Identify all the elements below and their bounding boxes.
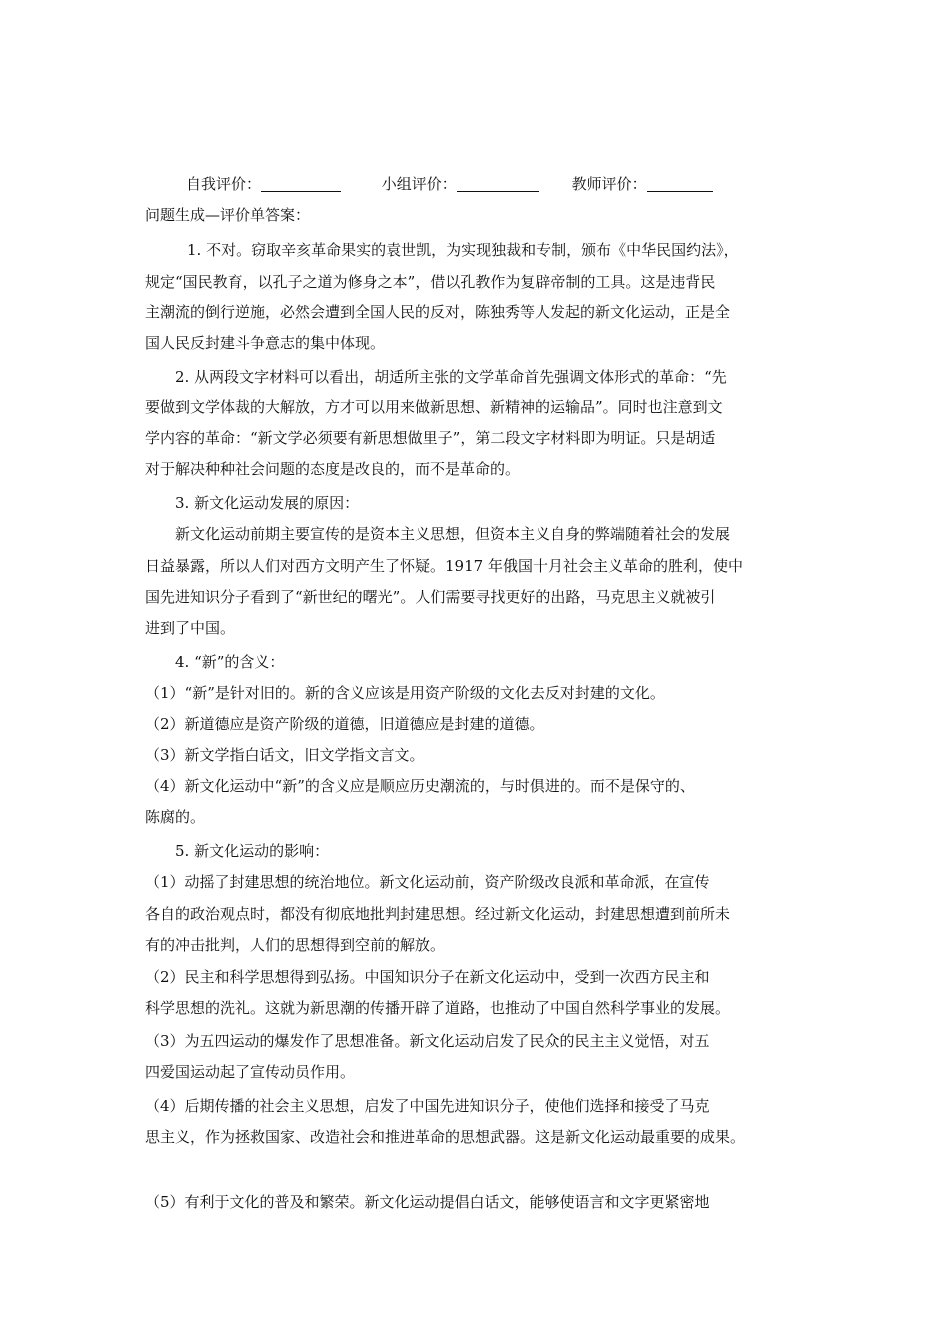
answer-5-item-1-line-1: （1）动摇了封建思想的统治地位。新文化运动前，资产阶级改良派和革命派，在宣传 <box>145 873 710 891</box>
self-evaluation-blank <box>261 177 341 192</box>
answer-4-item-4-cont: 陈腐的。 <box>145 808 206 826</box>
answer-4-item-4: （4）新文化运动中“新”的含义应是顺应历史潮流的，与时俱进的。而不是保守的、 <box>145 777 695 795</box>
answer-1-line-1: 1. 不对。窃取辛亥革命果实的袁世凯，为实现独裁和专制，颁布《中华民国约法》， <box>187 241 739 259</box>
answer-4-item-1: （1）“新”是针对旧的。新的含义应该是用资产阶级的文化去反对封建的文化。 <box>145 684 665 702</box>
answer-2-line-2: 要做到文学体裁的大解放，方才可以用来做新思想、新精神的运输品”。同时也注意到文 <box>145 398 723 416</box>
answer-1-line-2: 规定“国民教育，以孔子之道为修身之本”，借以孔教作为复辟帝制的工具。这是违背民 <box>145 273 716 291</box>
answer-4-item-3: （3）新文学指白话文，旧文学指文言文。 <box>145 746 425 764</box>
answer-3-line-4: 进到了中国。 <box>145 619 236 637</box>
answer-5-item-3-line-2: 四爱国运动起了宣传动员作用。 <box>145 1063 356 1081</box>
answer-4-item-2: （2）新道德应是资产阶级的道德，旧道德应是封建的道德。 <box>145 715 545 733</box>
answer-5-item-1-line-2: 各自的政治观点时，都没有彻底地批判封建思想。经过新文化运动，封建思想遭到前所未 <box>145 905 731 923</box>
answer-2-line-3: 学内容的革命：“新文学必须要有新思想做里子”，第二段文字材料即为明证。只是胡适 <box>145 429 716 447</box>
evaluation-row <box>186 173 713 194</box>
group-evaluation-label: 小组评价： <box>381 175 457 193</box>
group-evaluation-blank <box>457 177 539 192</box>
answer-3-line-2: 日益暴露，所以人们对西方文明产生了怀疑。1917 年俄国十月社会主义革命的胜利，使中 <box>145 557 743 575</box>
answers-heading: 问题生成—评价单答案： <box>145 206 311 224</box>
answer-5-item-2-line-1: （2）民主和科学思想得到弘扬。中国知识分子在新文化运动中，受到一次西方民主和 <box>145 968 710 986</box>
answer-3-line-1: 新文化运动前期主要宣传的是资本主义思想，但资本主义自身的弊端随着社会的发展 <box>175 525 731 543</box>
answer-4-heading: 4. “新”的含义： <box>175 653 285 671</box>
teacher-evaluation-blank <box>647 177 713 192</box>
answer-3-line-3: 国先进知识分子看到了“新世纪的曙光”。人们需要寻找更好的出路，马克思主义就被引 <box>145 588 716 606</box>
answer-1-line-3: 主潮流的倒行逆施，必然会遭到全国人民的反对，陈独秀等人发起的新文化运动，正是全 <box>145 303 731 321</box>
answer-5-item-2-line-2: 科学思想的洗礼。这就为新思潮的传播开辟了道路，也推动了中国自然科学事业的发展。 <box>145 999 731 1017</box>
answer-1-line-4: 国人民反封建斗争意志的集中体现。 <box>145 334 386 352</box>
self-evaluation-label: 自我评价： <box>186 175 262 193</box>
answer-3-heading: 3. 新文化运动发展的原因： <box>175 494 360 512</box>
answer-5-heading: 5. 新文化运动的影响： <box>175 842 330 860</box>
answer-2-line-4: 对于解决种种社会问题的态度是改良的，而不是革命的。 <box>145 460 521 478</box>
answer-5-item-1-line-3: 有的冲击批判，人们的思想得到空前的解放。 <box>145 936 446 954</box>
answer-5-item-4-line-2: 思主义，作为拯救国家、改造社会和推进革命的思想武器。这是新文化运动最重要的成果。 <box>145 1128 746 1146</box>
answer-5-item-4-line-1: （4）后期传播的社会主义思想，启发了中国先进知识分子，使他们选择和接受了马克 <box>145 1097 710 1115</box>
teacher-evaluation-label: 教师评价： <box>571 175 647 193</box>
answer-5-item-5-line-1: （5）有利于文化的普及和繁荣。新文化运动提倡白话文，能够使语言和文字更紧密地 <box>145 1193 710 1211</box>
answer-2-line-1: 2. 从两段文字材料可以看出，胡适所主张的文学革命首先强调文体形式的革命：“先 <box>175 368 727 386</box>
answer-5-item-3-line-1: （3）为五四运动的爆发作了思想准备。新文化运动启发了民众的民主主义觉悟，对五 <box>145 1032 710 1050</box>
